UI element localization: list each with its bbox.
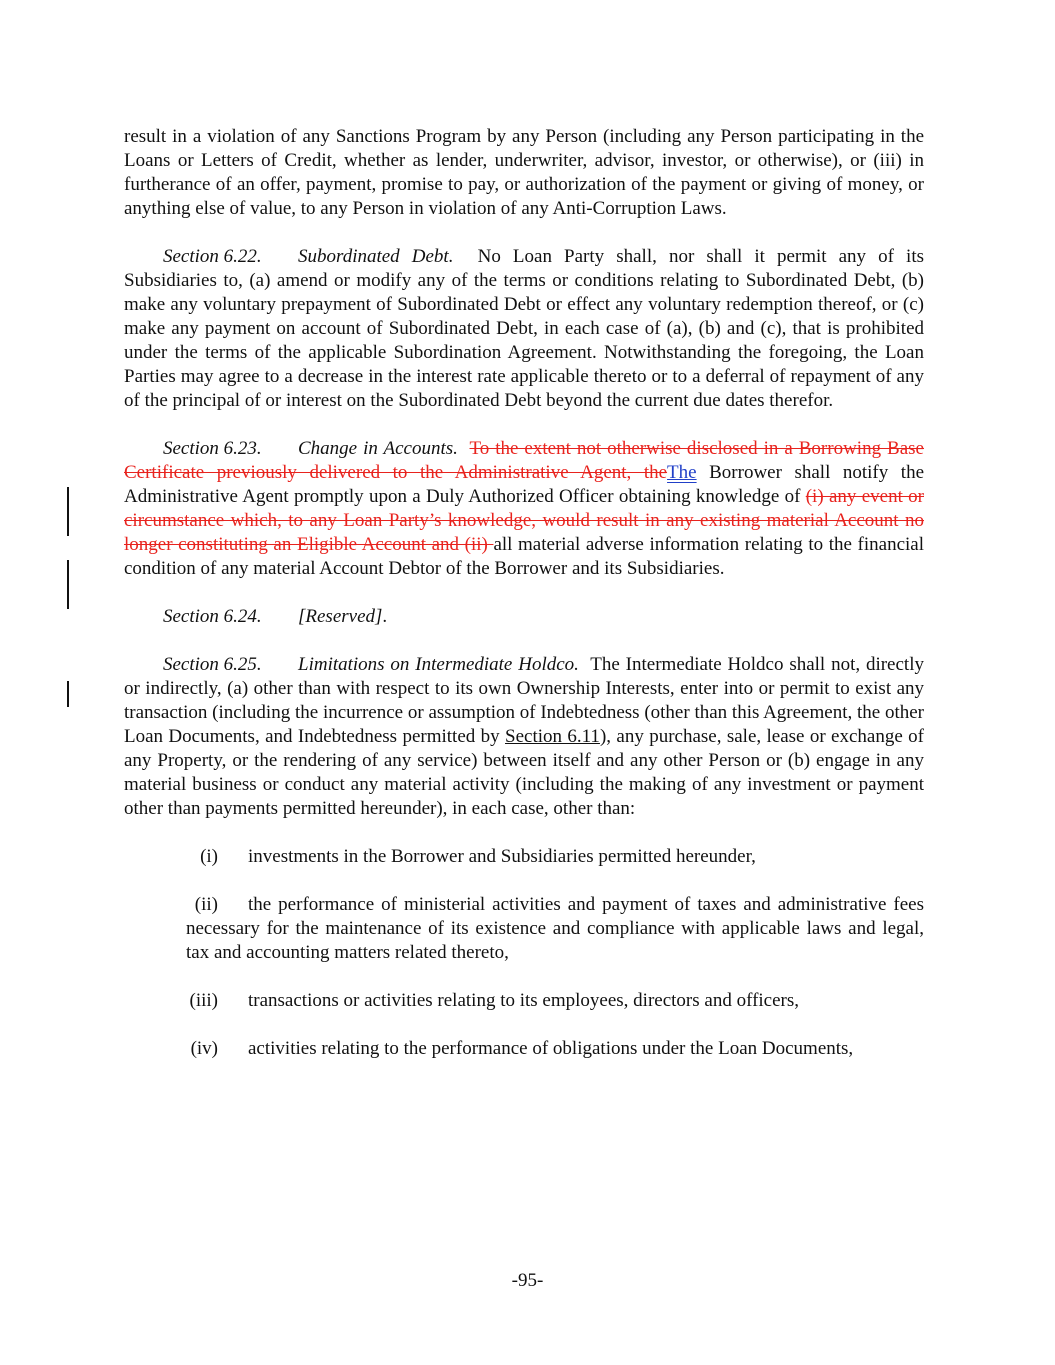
list-item <box>186 845 924 869</box>
section-6-23 <box>124 437 924 581</box>
cross-reference-link[interactable]: Section 6.11 <box>505 726 600 747</box>
section-text: No Loan Party shall, nor shall it permit any of its Subsidiaries to, (a) amend or modify any of the terms or conditions relating to Subordinated Debt, (b) make any voluntary prepayment of Subordinated Debt or effect any voluntary redemption thereof, or (c) make any payment on account of Subordinated Debt, in each case of (a), (b) and (c), that is prohibited under the terms of the applicable Subordination Agreement. Notwithstanding the foregoing, the Loan Parties may agree to a decrease in the interest rate applicable thereto or to a deferral of repayment of any of the principal of or interest on the Subordinated Debt beyond the current due dates therefor. <box>124 246 924 411</box>
page-number: -95- <box>511 1270 544 1291</box>
list-item <box>186 893 924 965</box>
section-suffix: . <box>382 606 388 627</box>
section-6-25 <box>124 653 924 821</box>
list-item-text: activities relating to the performance of obligations under the Loan Documents, <box>248 1038 854 1059</box>
section-number: Section 6.23. <box>163 438 262 459</box>
section-title: [Reserved] <box>298 606 383 627</box>
inserted-text: The <box>667 462 697 483</box>
list-item-text: the performance of ministerial activities and payment of taxes and administrative fees necessary for the maintenance of its existence and compliance with applicable laws and legal, tax and accounting matters related thereto, <box>186 894 924 963</box>
section-title: Subordinated Debt. <box>298 246 454 267</box>
list-marker: (iii) <box>189 990 218 1011</box>
list-item <box>186 1037 924 1061</box>
section-number: Section 6.22. <box>163 246 262 267</box>
list-item-text: transactions or activities relating to its employees, directors and officers, <box>248 990 800 1011</box>
section-title: Limitations on Intermediate Holdco. <box>298 654 579 675</box>
list-item <box>186 989 924 1013</box>
intro-paragraph: result in a violation of any Sanctions Program by any Person (including any Person participating in the Loans or Letters of Credit, whether as lender, underwriter, advisor, investor, or otherwise), or (iii) in furtherance of an offer, payment, promise to pay, or authorization of the payment or giving of money, or anything else of value, to any Person in violation of any Anti-Corruption Laws. <box>124 126 924 219</box>
section-text: The Intermediate Holdco shall not, directly or indirectly, (a) other than with respect to its own Ownership Interests, enter into or permit to exist any transaction (including the incurrence or assumption of Indebtedness (other than this Agreement, the other Loan Documents, and Indebtedness permitted by <box>124 654 924 747</box>
section-number: Section 6.24. <box>163 606 262 627</box>
change-bar <box>67 681 69 707</box>
change-bar <box>67 487 69 536</box>
section-text: all material adverse information relating to the financial condition of any material Account Debtor of the Borrower and its Subsidiaries. <box>124 534 924 579</box>
deleted-text: To the extent not otherwise disclosed in a Borrowing Base Certificate previously delivered to the Administrative Agent, the <box>124 438 924 483</box>
list-marker: (iv) <box>190 1038 218 1059</box>
section-number: Section 6.25. <box>163 654 262 675</box>
document-body <box>124 125 924 1085</box>
deleted-text: (i) any event or circumstance which, to any Loan Party’s knowledge, would result in any existing material Account no longer constituting an Eligible Account and (ii) <box>124 486 924 555</box>
section-6-24 <box>124 605 924 629</box>
section-title: Change in Accounts. <box>298 438 458 459</box>
change-bar <box>67 560 69 609</box>
section-text: ), any purchase, sale, lease or exchange of any Property, or the rendering of any service) between itself and any other Person or (b) engage in any material business or conduct any material activity (including the making of any investment or payment other than payments permitted hereunder), in each case, other than: <box>124 726 924 819</box>
list-marker: (i) <box>200 846 218 867</box>
section-text: Borrower shall notify the Administrative Agent promptly upon a Duly Authorized Officer obtaining knowledge of <box>124 462 924 507</box>
list-marker: (ii) <box>194 894 218 915</box>
list-item-text: investments in the Borrower and Subsidiaries permitted hereunder, <box>248 846 756 867</box>
section-6-22 <box>124 245 924 413</box>
